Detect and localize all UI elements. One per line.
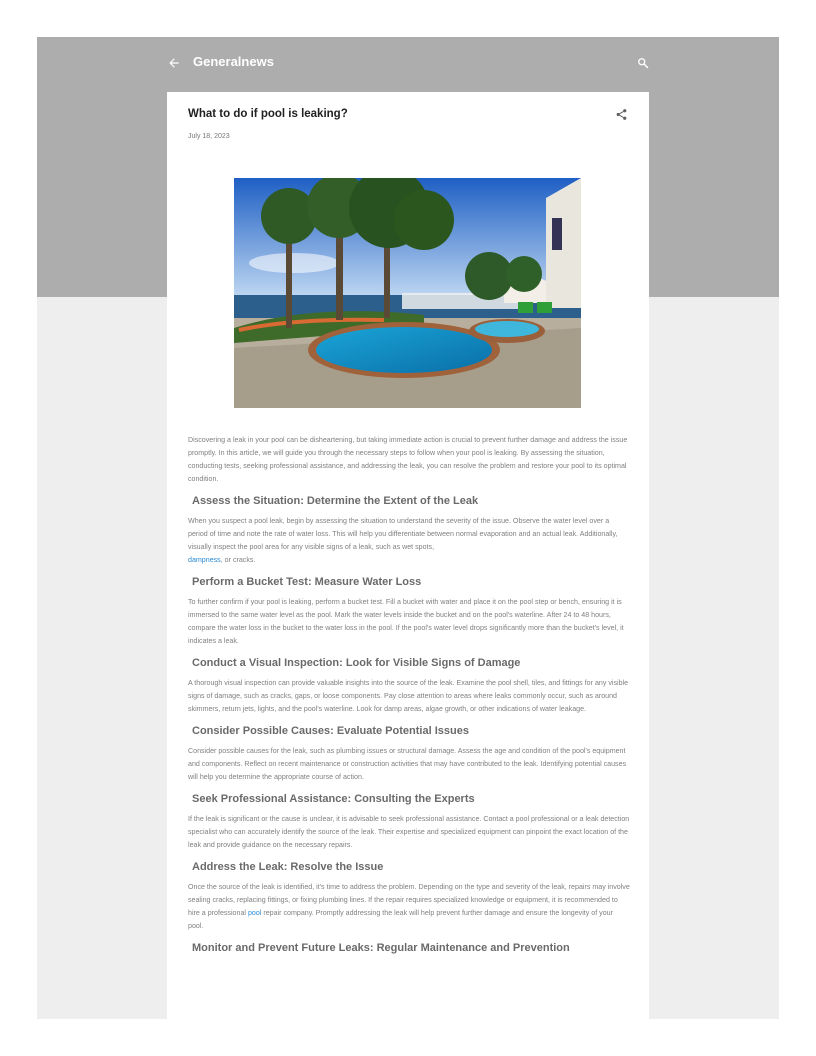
site-title[interactable]: Generalnews [193,54,274,69]
page-frame [37,37,779,1019]
section-paragraph: To further confirm if your pool is leaking, perform a bucket test. Fill a bucket with water and place it on the pool step or bench, ensuring it is immersed to the same water level as the pool. Mark the water levels inside the bucket and on the pool's waterline. After 24 to 48 hours, compare the water loss in the bucket to the water loss in the pool. If the pool's water level drops significantly more than the bucket's level, it indicates a leak. [188,598,624,645]
article-body [188,434,630,962]
section-heading: Address the Leak: Resolve the Issue [192,861,384,873]
dampness-link[interactable]: dampness [188,556,221,564]
section-paragraph: Consider possible causes for the leak, such as plumbing issues or structural damage. Assess the age and condition of the pool's equipment and components. Reflect on recent maintenance or construction activities that may have contributed to the leak. Identifying potential causes will help you determine the appropriate course of action. [188,747,627,781]
section-heading: Seek Professional Assistance: Consulting the Experts [192,793,475,805]
search-icon[interactable] [637,57,649,69]
section-heading: Perform a Bucket Test: Measure Water Loss [192,576,422,588]
section-paragraph: Once the source of the leak is identified, it's time to address the problem. Depending on the type and severity of the leak, repairs may involve sealing cracks, replacing fittings, or fixing plumbing lines. If the repair requires specialized knowledge or equipment, it is recommended to hire a professional pool repair company. Promptly addressing the leak will help prevent further damage and ensure the longevity of your pool. [188,883,630,930]
section-paragraph: A thorough visual inspection can provide valuable insights into the source of the leak. Examine the pool shell, tiles, and fittings for any visible signs of damage, such as cracks, gaps, or loose components. Pay close attention to areas where leaks commonly occur, such as around skimmers, return jets, lights, and the pool's waterline. Look for damp areas, algae growth, or other indications of water leakage. [188,679,629,713]
post-title: What to do if pool is leaking? [188,108,348,120]
share-icon[interactable] [615,108,628,121]
post-date: July 18, 2023 [188,133,230,140]
section-heading: Assess the Situation: Determine the Extent of the Leak [192,495,479,507]
section-heading: Conduct a Visual Inspection: Look for Visible Signs of Damage [192,657,521,669]
section-paragraph: If the leak is significant or the cause is unclear, it is advisable to seek professional assistance. Contact a pool professional or a leak detection specialist who can accurately identify the source of the leak. Their expertise and specialized equipment can pinpoint the exact location of the leak and provide guidance on the necessary repairs. [188,815,630,849]
post-card [167,92,649,1019]
back-arrow-icon[interactable] [167,56,181,70]
hero-image [234,178,581,408]
intro-paragraph: Discovering a leak in your pool can be disheartening, but taking immediate action is crucial to prevent further damage and address the issue promptly. In this article, we will guide you through the necessary steps to follow when your pool is leaking. By assessing the situation, conducting tests, seeking professional assistance, and addressing the leak, you can resolve the problem and restore your pool to its optimal condition. [188,436,628,483]
section-paragraph: When you suspect a pool leak, begin by assessing the situation to understand the severity of the issue. Observe the water level over a period of time and note the rate of water loss. This will help you differentiate between normal evaporation and an actual leak. Additionally, visually inspect the pool area for any visible signs of a leak, such as wet spots, dampness, or cracks. [188,517,618,564]
section-heading: Consider Possible Causes: Evaluate Potential Issues [192,725,469,737]
pool-link[interactable]: pool [247,909,262,917]
section-heading: Monitor and Prevent Future Leaks: Regular Maintenance and Prevention [192,942,570,954]
